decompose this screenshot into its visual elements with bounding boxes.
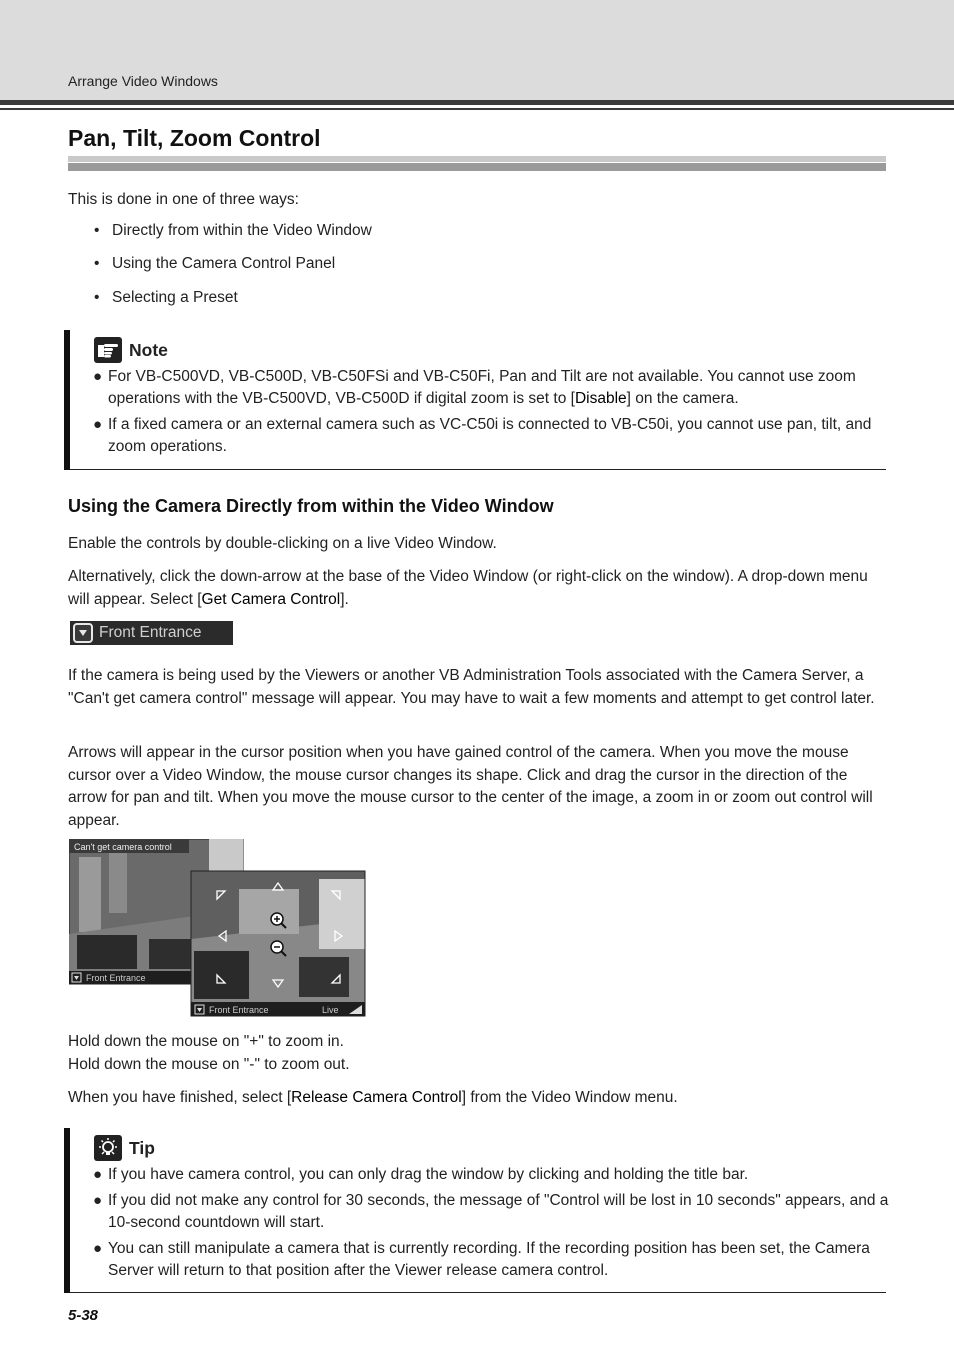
intro-text: This is done in one of three ways: [68,191,299,208]
note-item: ● If a fixed camera or an external camera such as VC-C50i is connected to VB-C50i, you cannot use pan, tilt, and zoom operations. [93,416,872,455]
title-underline-dark [68,163,886,171]
page-title: Pan, Tilt, Zoom Control [68,125,321,151]
header-rule [0,100,954,105]
tip-item: ● If you have camera control, you can only drag the window by clicking and holding the title bar. [93,1166,749,1183]
paragraph: Hold down the mouse on "+" to zoom in. [68,1033,344,1050]
list-item: • Selecting a Preset [94,289,238,306]
screenshot-label-back: Front Entrance [86,973,146,983]
paragraph: Arrows will appear in the cursor position when you have gained control of the camera. When you move the mouse cursor over a Video Window, the mouse cursor changes its shape. Click and drag the cursor in the direction of the arrow for pan and tilt. When you move the mouse cursor to the center of the image, a zoom in or zoom out control will appear. [68,744,873,829]
page-number: 5-38 [68,1307,99,1324]
screenshot-live-indicator: Live [322,1005,339,1015]
chevron-down-icon [78,629,88,637]
video-window-label: Front Entrance [99,624,202,641]
paragraph: If the camera is being used by the Viewers or another VB Administration Tools associated with the Camera Server, a "Can't get camera control" message will appear. You may have to wait a few moments and attempt to get control later. [68,667,875,707]
video-window-strip [70,621,233,645]
paragraph: Hold down the mouse on "-" to zoom out. [68,1056,350,1073]
list-item: • Directly from within the Video Window [94,222,372,239]
header-rule-thin [0,108,954,110]
tip-label: Tip [129,1137,155,1158]
paragraph: When you have finished, select [Release Camera Control] from the Video Window menu. [68,1089,678,1106]
title-underline-light [68,156,886,162]
lightbulb-icon [94,1135,122,1161]
section-heading: Using the Camera Directly from within the Video Window [68,496,554,516]
tip-box [64,1128,889,1293]
cant-get-control-message: Can't get camera control [74,842,172,852]
tip-item: ● You can still manipulate a camera that is currently recording. If the recording position has been set, the Camera Server will return to that position after the Viewer release camera control. [93,1240,870,1279]
running-header: Arrange Video Windows [68,73,218,89]
tip-heading [94,1135,155,1161]
pointing-hand-icon [94,337,122,363]
dropdown-arrow-button[interactable] [73,623,93,643]
paragraph: Alternatively, click the down-arrow at the base of the Video Window (or right-click on the window). A drop-down menu will appear. Select [Get Camera Control]. [68,568,868,608]
note-label: Note [129,339,168,360]
list-item: • Using the Camera Control Panel [94,255,336,272]
tip-item: ● If you did not make any control for 30 seconds, the message of "Control will be lost in 10 seconds" appears, and a 10-second countdown will start. [93,1192,889,1231]
note-box [64,330,886,470]
note-heading [94,337,168,363]
camera-screenshot [69,839,366,1017]
paragraph: Enable the controls by double-clicking on a live Video Window. [68,535,497,552]
note-item: ● For VB-C500VD, VB-C500D, VB-C50FSi and VB-C50Fi, Pan and Tilt are not available. You cannot use zoom operations with the VB-C500VD, VB-C500D if digital zoom is set to [Disable] on the camera. [93,368,856,407]
screenshot-label-front: Front Entrance [209,1005,269,1015]
